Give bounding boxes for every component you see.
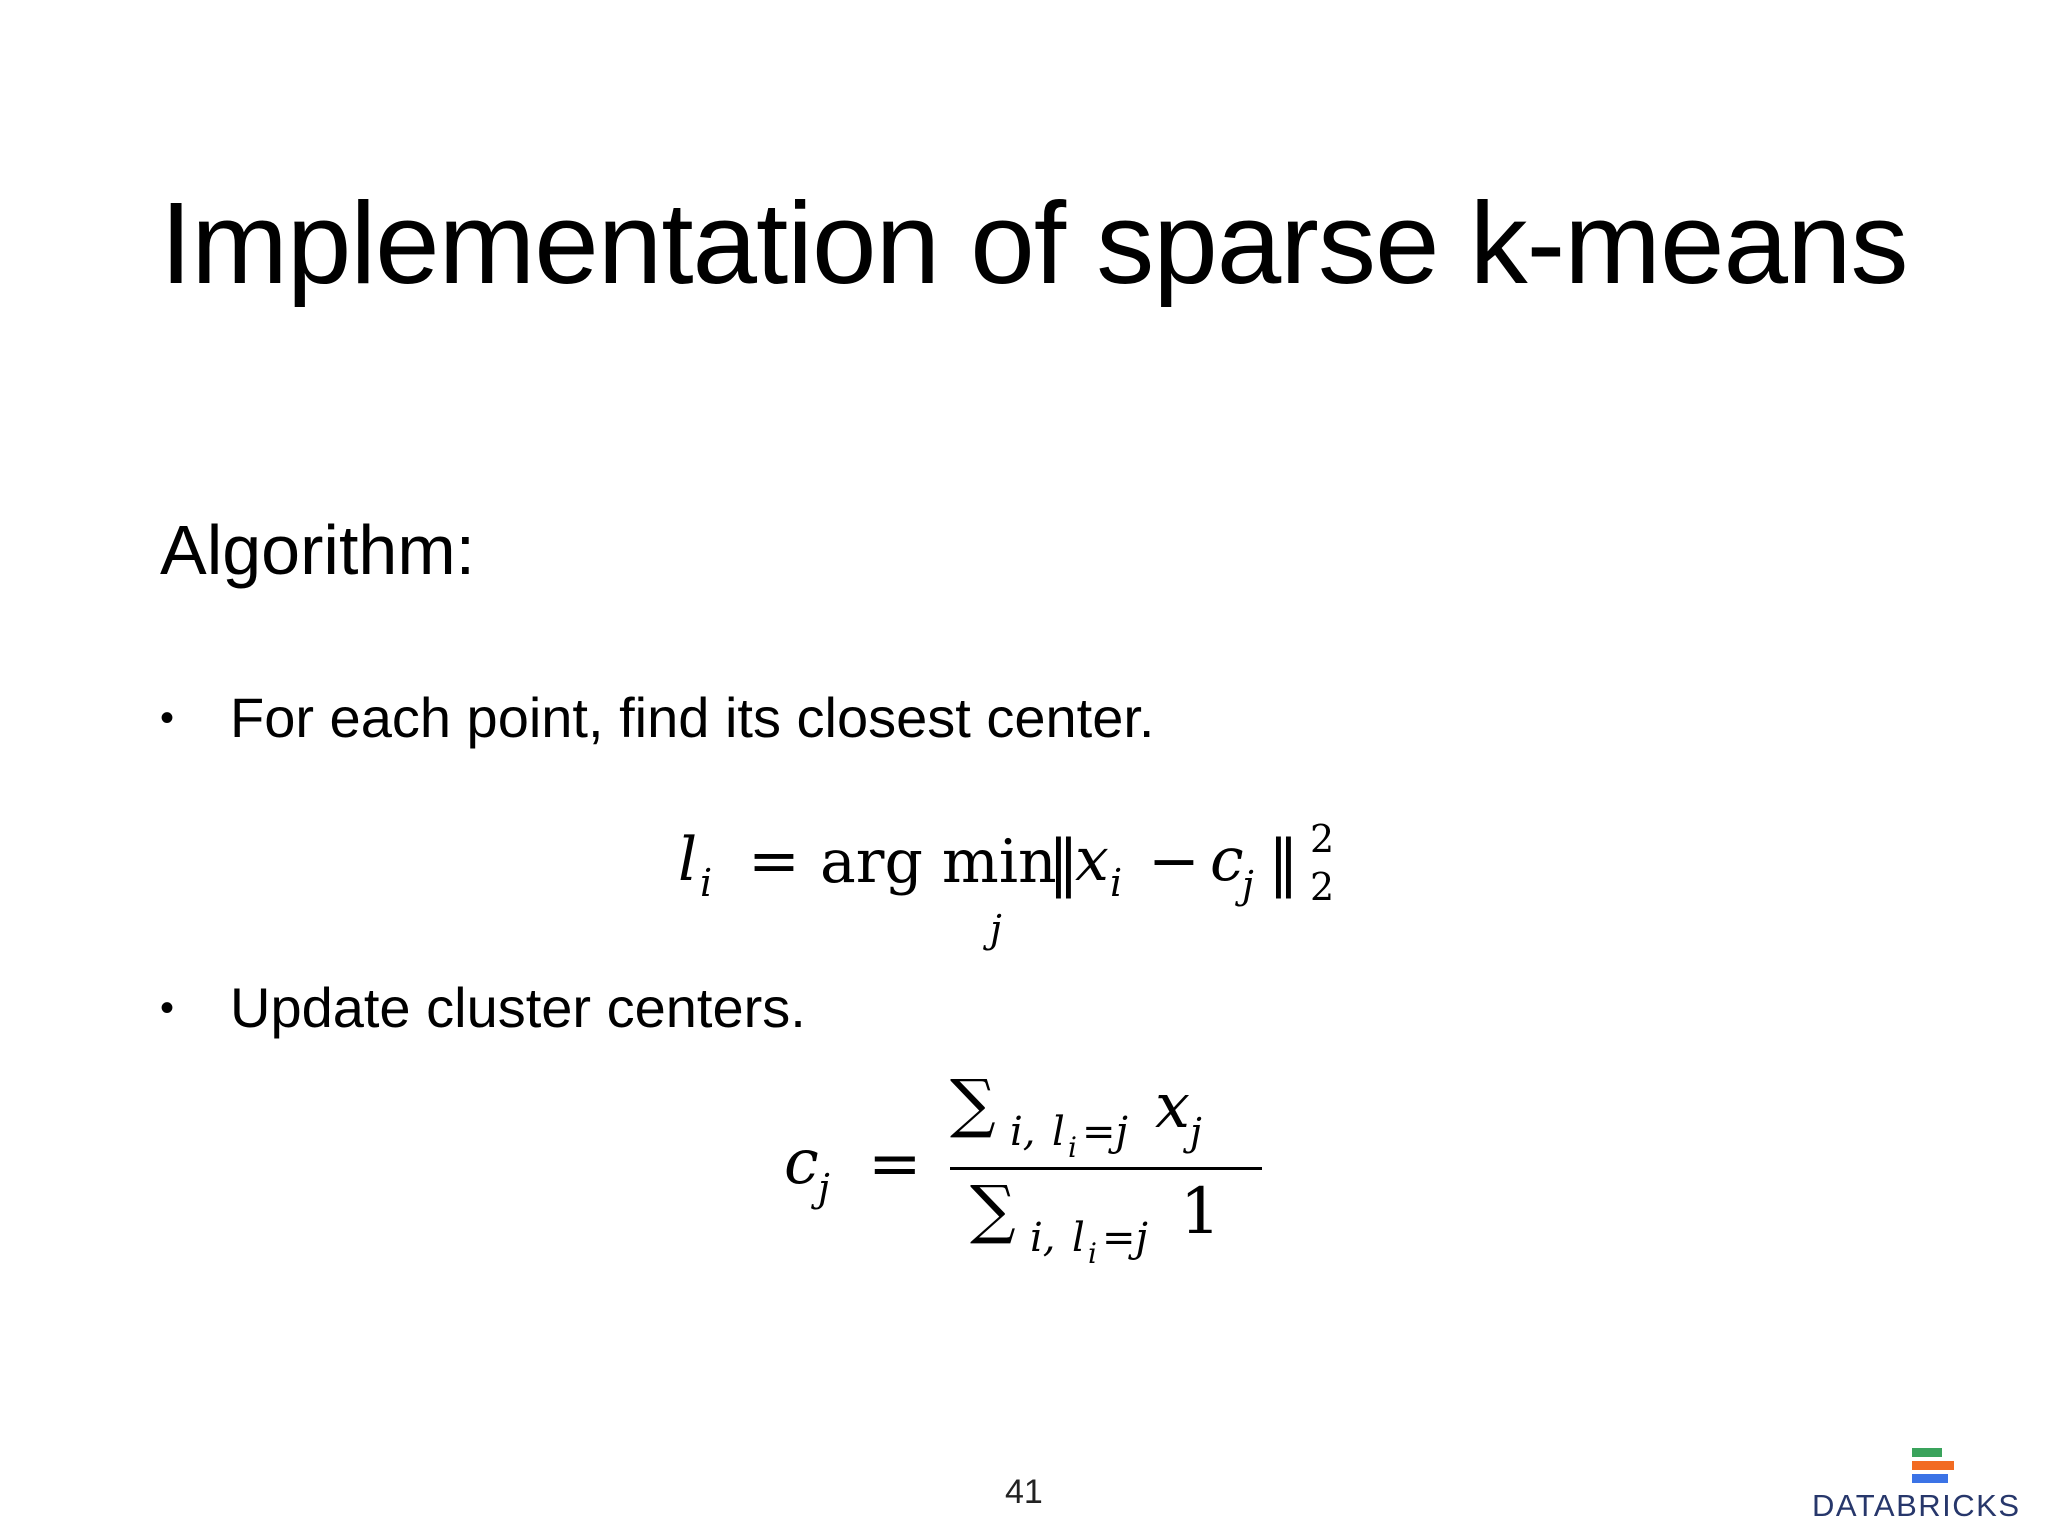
bullet-dot: • xyxy=(160,696,175,740)
eq1-c-sub: j xyxy=(1242,863,1254,907)
logo-bar-top xyxy=(1912,1448,1942,1457)
bullet-text: For each point, find its closest center. xyxy=(230,686,1155,749)
databricks-logo xyxy=(1812,1448,2032,1523)
eq2-lhs-sub: j xyxy=(818,1166,830,1210)
eq2-numerator-term: x xyxy=(1155,1069,1190,1142)
eq1-operator: arg min xyxy=(820,827,1057,897)
eq2-lhs: c xyxy=(784,1125,819,1198)
bullet-dot: • xyxy=(160,986,175,1030)
update-equation xyxy=(780,1055,1300,1285)
eq1-operator-sub: j xyxy=(990,907,1002,951)
eq2-num-sum: ∑ xyxy=(950,1067,996,1141)
eq1-lhs: l xyxy=(678,825,698,895)
eq1-x-sub: i xyxy=(1110,861,1123,905)
databricks-logo-text: DATABRICKS xyxy=(1812,1488,2021,1523)
eq2-denominator-term: 1 xyxy=(1180,1175,1221,1249)
eq2-den-index-rest: =j xyxy=(1102,1215,1148,1261)
eq2-den-index-l: l xyxy=(1072,1215,1085,1261)
eq2-num-index-l: l xyxy=(1052,1109,1065,1155)
bullet-text: Update cluster centers. xyxy=(230,976,806,1039)
eq1-minus: − xyxy=(1148,824,1200,897)
bullet-item-2 xyxy=(160,976,806,1039)
eq2-den-index-i: i, xyxy=(1030,1215,1056,1261)
eq2-num-index-i: i, xyxy=(1010,1109,1036,1155)
eq1-norm-open: ‖ xyxy=(1048,826,1079,899)
eq2-num-index-l-sub: i xyxy=(1068,1131,1077,1164)
assignment-equation xyxy=(670,810,1390,970)
eq2-num-index-rest: =j xyxy=(1082,1109,1128,1155)
slide-title: Implementation of sparse k-means xyxy=(160,178,1908,308)
eq1-lhs-sub: i xyxy=(700,861,713,905)
eq1-norm-sub: 2 xyxy=(1310,865,1335,909)
eq2-equals: = xyxy=(868,1127,922,1201)
section-heading: Algorithm: xyxy=(160,511,476,589)
logo-bar-bottom xyxy=(1912,1474,1948,1483)
logo-bar-mid xyxy=(1912,1461,1954,1470)
databricks-logo-icon xyxy=(1912,1448,1962,1486)
eq1-x: x xyxy=(1075,825,1109,895)
bullet-item-1 xyxy=(160,686,1155,749)
eq1-norm-sup: 2 xyxy=(1310,817,1335,861)
eq2-fraction-bar xyxy=(950,1167,1262,1170)
eq2-den-sum: ∑ xyxy=(970,1173,1016,1247)
eq1-equals: = xyxy=(748,824,800,897)
page-number: 41 xyxy=(1005,1473,1043,1511)
eq2-numerator-term-sub: j xyxy=(1190,1110,1202,1154)
eq2-den-index-l-sub: i xyxy=(1088,1237,1097,1270)
eq1-c: c xyxy=(1210,825,1244,895)
eq1-norm-close: ‖ xyxy=(1268,826,1299,899)
